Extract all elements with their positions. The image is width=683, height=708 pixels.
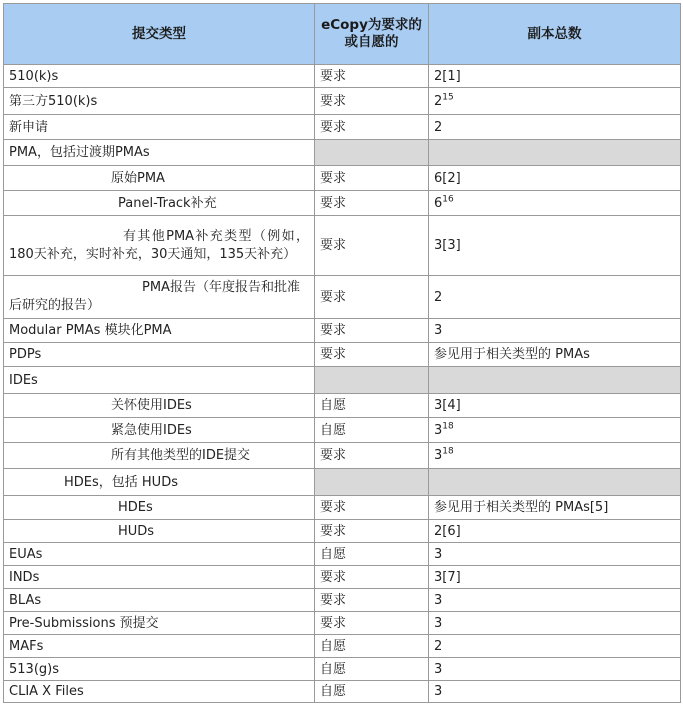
- cell-req: 要求: [315, 520, 429, 543]
- cell-copies: 3[7]: [429, 566, 681, 589]
- cell-req: 自愿: [315, 543, 429, 566]
- cell-req: 自愿: [315, 681, 429, 703]
- cell-copies: 3[4]: [429, 394, 681, 418]
- cell-type: INDs: [4, 566, 315, 589]
- footnote-ref: 15: [442, 92, 454, 103]
- cell-req: 要求: [315, 276, 429, 319]
- cell-copies: 参见用于相关类型的 PMAs[5]: [429, 496, 681, 520]
- cell-type: PMA报告（年度报告和批准后研究的报告）: [4, 276, 315, 319]
- cell-type: Modular PMAs 模块化PMA: [4, 319, 315, 343]
- footnote-ref: 16: [442, 194, 454, 205]
- cell-req: 要求: [315, 88, 429, 115]
- cell-req: 要求: [315, 343, 429, 367]
- cell-type: IDEs: [4, 367, 315, 394]
- cell-type: BLAs: [4, 589, 315, 612]
- cell-type: 第三方510(k)s: [4, 88, 315, 115]
- cell-copies: $2^{15}$: [429, 88, 681, 115]
- table-row: [4, 443, 681, 469]
- cell-req: 要求: [315, 566, 429, 589]
- cell-copies: 2[1]: [429, 65, 681, 88]
- cell-copies: 3: [429, 319, 681, 343]
- table-row-section: [4, 367, 681, 394]
- cell-type: EUAs: [4, 543, 315, 566]
- table-row: [4, 612, 681, 635]
- cell-type: 513(g)s: [4, 658, 315, 681]
- cell-req: 要求: [315, 166, 429, 191]
- cell-req: [315, 469, 429, 496]
- cell-copies: $3^{18}$: [429, 443, 681, 469]
- cell-type: CLIA X Files: [4, 681, 315, 703]
- table-row: [4, 566, 681, 589]
- cell-copies: 3: [429, 589, 681, 612]
- table-row: [4, 166, 681, 191]
- table-row-section: [4, 469, 681, 496]
- table-row: [4, 658, 681, 681]
- cell-req: 要求: [315, 319, 429, 343]
- cell-copies: 3: [429, 543, 681, 566]
- cell-req: 自愿: [315, 658, 429, 681]
- cell-copies: 2: [429, 276, 681, 319]
- cell-type: PDPs: [4, 343, 315, 367]
- cell-copies: 3[3]: [429, 216, 681, 276]
- cell-type: HDEs: [4, 496, 315, 520]
- cell-copies: $3^{18}$: [429, 418, 681, 443]
- header-ecopy: eCopy为要求的 或自愿的: [315, 4, 429, 65]
- cell-req: 要求: [315, 65, 429, 88]
- footnote-ref: 18: [442, 446, 454, 457]
- table-row: [4, 589, 681, 612]
- table-row: [4, 65, 681, 88]
- cell-copies: 2[6]: [429, 520, 681, 543]
- cell-req: 自愿: [315, 394, 429, 418]
- cell-type: 510(k)s: [4, 65, 315, 88]
- table-row: [4, 418, 681, 443]
- cell-type: HUDs: [4, 520, 315, 543]
- cell-copies: 2: [429, 115, 681, 140]
- footnote-ref: 18: [442, 421, 454, 432]
- cell-req: 要求: [315, 216, 429, 276]
- table-row: [4, 276, 681, 319]
- cell-type: 新申请: [4, 115, 315, 140]
- cell-req: 要求: [315, 496, 429, 520]
- cell-type: HDEs，包括 HUDs: [4, 469, 315, 496]
- cell-req: 要求: [315, 191, 429, 216]
- table-row: [4, 216, 681, 276]
- cell-type: Panel-Track补充: [4, 191, 315, 216]
- table-row: [4, 115, 681, 140]
- cell-type: Pre-Submissions 预提交: [4, 612, 315, 635]
- cell-req: 要求: [315, 115, 429, 140]
- cell-copies: 3: [429, 681, 681, 703]
- header-type: 提交类型: [4, 4, 315, 65]
- table-row: [4, 520, 681, 543]
- cell-type: 原始PMA: [4, 166, 315, 191]
- table-row: [4, 88, 681, 115]
- cell-copies: [429, 367, 681, 394]
- cell-copies: 3: [429, 612, 681, 635]
- cell-req: [315, 140, 429, 166]
- table-row: [4, 681, 681, 703]
- table-row: [4, 496, 681, 520]
- cell-type: 关怀使用IDEs: [4, 394, 315, 418]
- cell-req: 要求: [315, 443, 429, 469]
- cell-type: 所有其他类型的IDE提交: [4, 443, 315, 469]
- header-copies: 副本总数: [429, 4, 681, 65]
- cell-type: 有其他PMA补充类型（例如，180天补充，实时补充，30天通知，135天补充）: [4, 216, 315, 276]
- table-row: [4, 635, 681, 658]
- table-row: [4, 394, 681, 418]
- cell-type: PMA，包括过渡期PMAs: [4, 140, 315, 166]
- cell-copies: 6[2]: [429, 166, 681, 191]
- cell-type: MAFs: [4, 635, 315, 658]
- cell-req: 要求: [315, 589, 429, 612]
- header-row: [4, 4, 681, 65]
- cell-copies: 2: [429, 635, 681, 658]
- cell-req: [315, 367, 429, 394]
- cell-type: 紧急使用IDEs: [4, 418, 315, 443]
- submission-table: [3, 3, 681, 703]
- table-row: [4, 319, 681, 343]
- cell-copies: [429, 140, 681, 166]
- cell-copies: [429, 469, 681, 496]
- table-row-section: [4, 140, 681, 166]
- cell-copies: 3: [429, 658, 681, 681]
- table-row: [4, 543, 681, 566]
- table-row: [4, 191, 681, 216]
- cell-req: 要求: [315, 612, 429, 635]
- table-row: [4, 343, 681, 367]
- cell-copies: 参见用于相关类型的 PMAs: [429, 343, 681, 367]
- cell-copies: $6^{16}$: [429, 191, 681, 216]
- cell-req: 自愿: [315, 635, 429, 658]
- cell-req: 自愿: [315, 418, 429, 443]
